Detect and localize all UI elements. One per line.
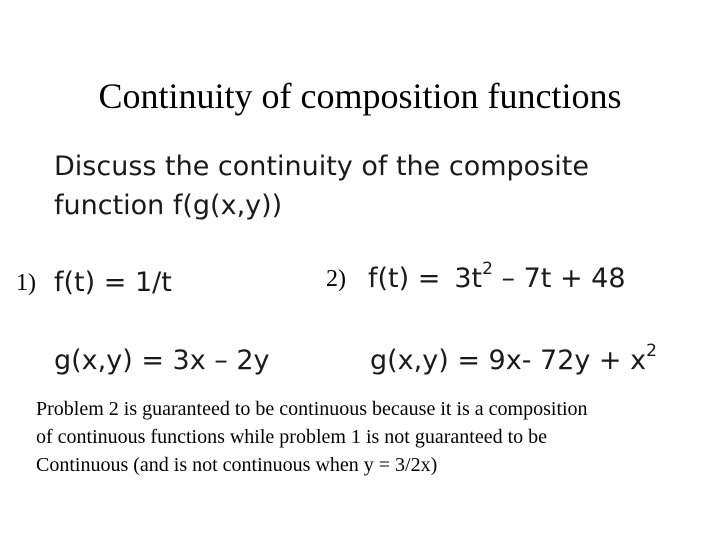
problem-2-f-equation (368, 259, 626, 296)
explanation-line-3: Continuous (and is not continuous when y = 3/2x) (36, 454, 438, 476)
problem-2-g-equation (370, 341, 657, 378)
problem-2-f-lhs: f(t) = (368, 263, 441, 294)
problem-1-number: 1) (16, 270, 36, 296)
problem-2-number: 2) (326, 266, 346, 292)
explanation-line-2: of continuous functions while problem 1 is not guaranteed to be (36, 426, 548, 448)
explanation-paragraph (36, 395, 706, 479)
problem-2-f-rest: – 7t + 48 (492, 263, 626, 294)
problem-2-f-term1: 3t (454, 263, 483, 294)
problem-2-g-exponent: 2 (646, 341, 657, 361)
problem-2-g-main: g(x,y) = 9x- 72y + x (370, 345, 647, 376)
problem-2-f-exponent: 2 (482, 259, 493, 279)
slide-title: Continuity of composition functions (98, 76, 622, 116)
problem-1-f-equation: f(t) = 1/t (54, 267, 172, 298)
explanation-line-1: Problem 2 is guaranteed to be continuous because it is a composition (36, 398, 588, 420)
problem-1-g-equation: g(x,y) = 3x – 2y (54, 345, 270, 376)
prompt-line-1: Discuss the continuity of the composite (54, 151, 589, 182)
prompt-line-2: function f(g(x,y)) (54, 190, 283, 221)
